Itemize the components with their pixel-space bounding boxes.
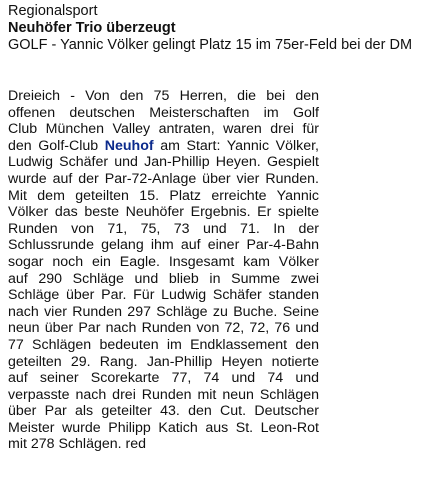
article-line-suffix: am Start: Yannic Völker, bbox=[153, 137, 319, 154]
article-line: geteilten 29. Rang. Jan-Phillip Heyen notierte bbox=[8, 353, 319, 370]
article-line: auf seiner Scorekarte 77, 74 und 74 und bbox=[8, 370, 319, 387]
article-line: Meister wurde Philipp Katich aus St. Leon-Rot bbox=[8, 419, 319, 436]
article-line: offenen deutschen Meisterschaften im Golf bbox=[8, 104, 319, 121]
article-line: 77 Schlägen bedeuten im Endklassement den bbox=[8, 336, 319, 353]
article-line: Völker das beste Neuhöfer Ergebnis. Er spielte bbox=[8, 204, 319, 221]
article-line: nach vier Runden 297 Schläge zu Buche. Seine bbox=[8, 303, 319, 320]
article-line: auf 290 Schläge und blieb in Summe zwei bbox=[8, 270, 319, 287]
article-line: neun über Par nach Runden von 72, 72, 76 und bbox=[8, 320, 319, 337]
article-line: Club München Valley antraten, waren drei für bbox=[8, 121, 319, 138]
article-line-last: mit 278 Schlägen. red bbox=[8, 436, 147, 453]
article-line: Ludwig Schäfer und Jan-Phillip Heyen. Gespielt bbox=[8, 154, 319, 171]
article-line: Dreieich - Von den 75 Herren, die bei den bbox=[8, 88, 319, 104]
club-name-highlight: Neuhof bbox=[104, 137, 154, 154]
article-line: Mit dem geteilten 15. Platz erreichte Yannic bbox=[8, 187, 319, 204]
article-header bbox=[8, 3, 428, 54]
article-headline: Neuhöfer Trio überzeugt bbox=[8, 20, 176, 36]
section-kicker: Regionalsport bbox=[8, 3, 98, 19]
article-line: Schlussrunde gelang ihm auf einer Par-4-Bahn bbox=[8, 237, 319, 254]
article-line: sogar noch ein Eagle. Insgesamt kam Völker bbox=[8, 253, 319, 270]
article-subline: GOLF - Yannic Völker gelingt Platz 15 im 75er-Feld bei der DM bbox=[8, 37, 413, 53]
article-body bbox=[8, 88, 319, 453]
article-line-prefix: den Golf-Club bbox=[8, 137, 105, 154]
article-line: wurde auf der Par-72-Anlage über vier Runden. bbox=[8, 170, 319, 187]
article-line-club bbox=[8, 138, 319, 155]
article-line: Runden von 71, 75, 73 und 71. In der bbox=[8, 220, 319, 237]
article-line: Schläge über Par. Für Ludwig Schäfer standen bbox=[8, 287, 319, 304]
article-line: über Par als geteilter 43. den Cut. Deutscher bbox=[8, 403, 319, 420]
article-line: verpasste nach drei Runden mit neun Schlägen bbox=[8, 386, 319, 403]
